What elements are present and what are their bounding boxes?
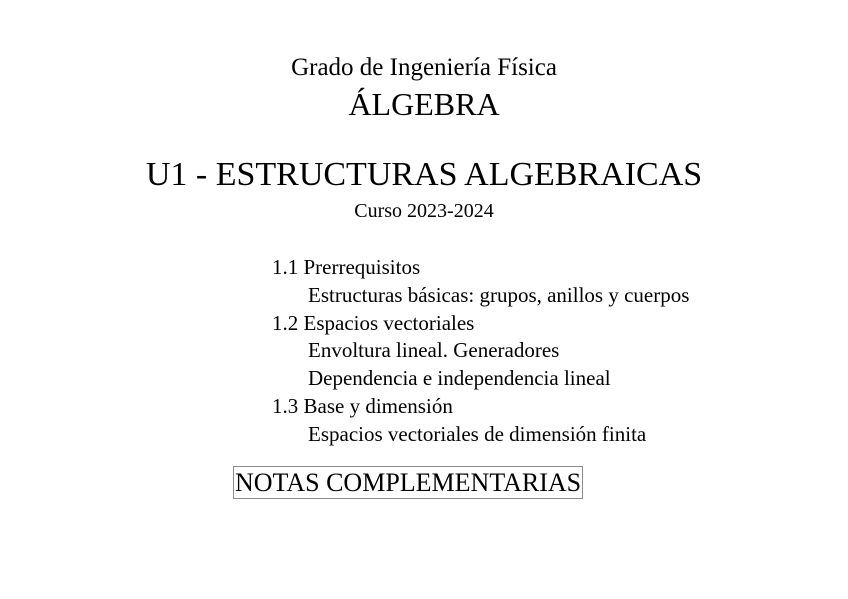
notas-complementarias-link[interactable]: NOTAS COMPLEMENTARIAS [235, 468, 582, 497]
table-of-contents [272, 254, 689, 449]
toc-section-1-2: 1.2 Espacios vectoriales [272, 310, 475, 335]
unit-title: U1 - ESTRUCTURAS ALGEBRAICAS [145, 156, 703, 193]
toc-item-estructuras-basicas: Estructuras básicas: grupos, anillos y cuerpos [308, 282, 690, 307]
toc-section-1-1: 1.1 Prerrequisitos [272, 255, 421, 279]
toc-section-1-3: 1.3 Base y dimensión [272, 393, 453, 418]
toc-item-dimension-finita: Espacios vectoriales de dimensión finita [308, 421, 647, 446]
toc-item-envoltura-lineal: Envoltura lineal. Generadores [308, 338, 560, 363]
toc-item-dependencia-lineal: Dependencia e independencia lineal [308, 366, 611, 391]
course-year: Curso 2023-2024 [354, 200, 494, 222]
degree-title: Grado de Ingeniería Física [291, 54, 557, 81]
subject-title: ÁLGEBRA [348, 86, 500, 122]
